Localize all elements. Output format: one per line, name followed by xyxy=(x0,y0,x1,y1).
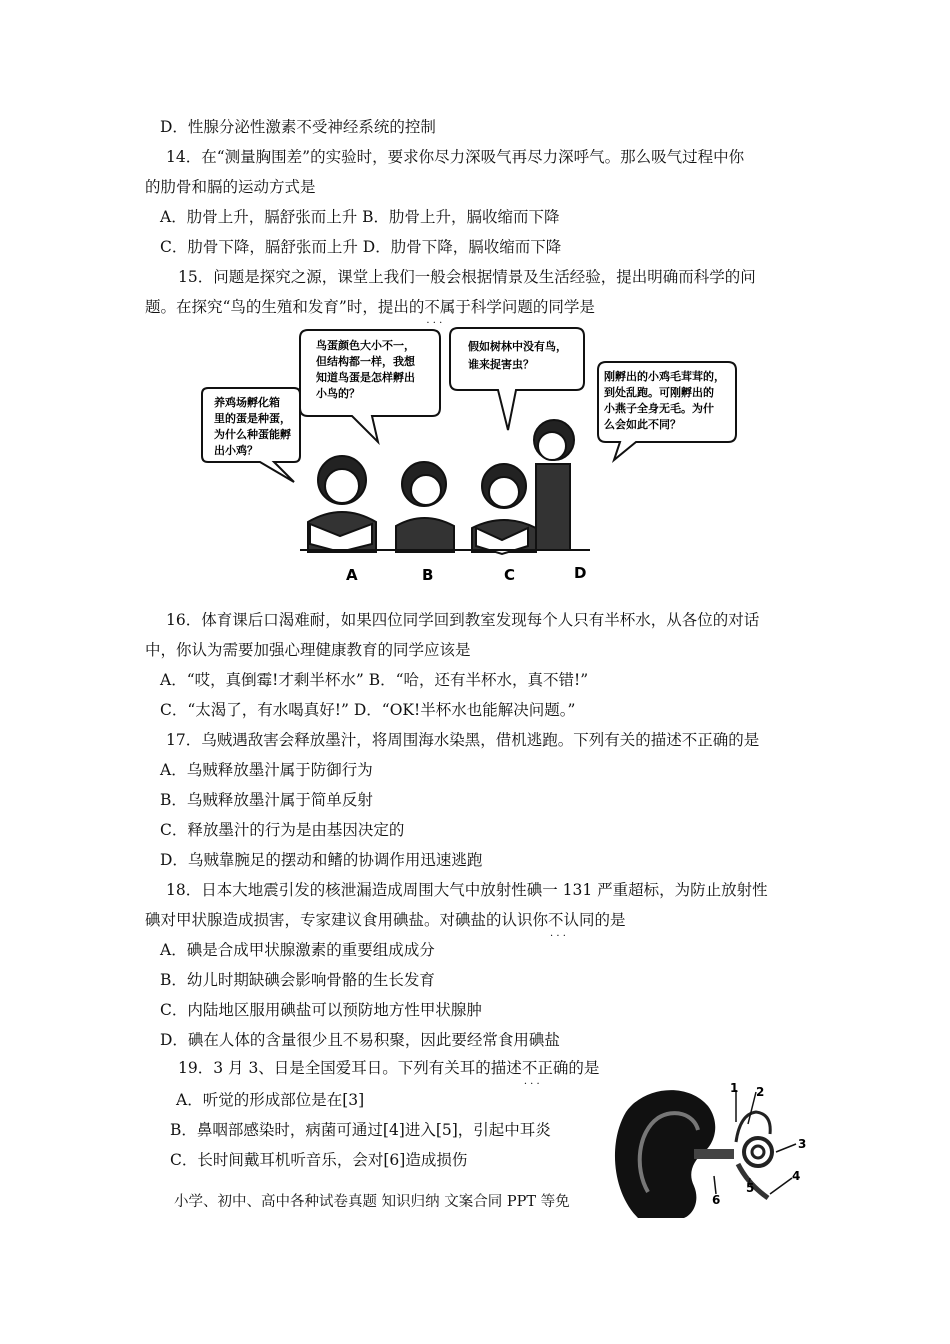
q18-option-c: C．内陆地区服用碘盐可以预防地方性甲状腺肿 xyxy=(160,1001,482,1019)
bubble-d-line1: 刚孵出的小鸡毛茸茸的， xyxy=(604,370,725,383)
q15-stem-line1: 15．问题是探究之源，课堂上我们一般会根据情景及生活经验，提出明确而科学的问 xyxy=(178,268,756,286)
q19-emphasis: 不正确 · · · xyxy=(522,1059,569,1077)
bubble-b-line1: 鸟蛋颜色大小不一， xyxy=(316,339,415,352)
q17-option-c: C．释放墨汁的行为是由基因决定的 xyxy=(160,821,405,839)
label-d: D xyxy=(574,564,587,582)
q16-options-ab: A．“哎，真倒霉!才剩半杯水” B．“哈，还有半杯水，真不错!” xyxy=(160,671,589,689)
q16-stem-line2: 中，你认为需要加强心理健康教育的同学应该是 xyxy=(145,641,471,659)
footer-text: 小学、初中、高中各种试卷真题 知识归纳 文案合同 PPT 等免 xyxy=(174,1194,570,1210)
ear-diagram xyxy=(608,1082,808,1218)
bubble-d-line2: 到处乱跑。可刚孵出的 xyxy=(604,386,714,399)
q13-option-d: D．性腺分泌性激素不受神经系统的控制 xyxy=(160,118,436,136)
q19-stem xyxy=(178,1058,599,1078)
q18-option-d: D．碘在人体的含量很少且不易积聚，因此要经常食用碘盐 xyxy=(160,1031,560,1049)
bubble-b-line4: 小鸟的？ xyxy=(316,387,360,400)
q18-option-a: A．碘是合成甲状腺激素的重要组成成分 xyxy=(160,941,435,959)
q18-stem-line1: 18．日本大地震引发的核泄漏造成周围大气中放射性碘一 131 严重超标，为防止放射性 xyxy=(166,881,768,899)
ear-label-4: 4 xyxy=(792,1169,801,1183)
label-b: B xyxy=(422,566,434,584)
student-b-figure xyxy=(396,462,454,552)
student-d-figure xyxy=(534,420,574,550)
q15-stem-part3: 科学问题的同学是 xyxy=(470,298,595,316)
ear-label-3: 3 xyxy=(798,1137,807,1151)
bubble-d-line4: 么会如此不同？ xyxy=(604,418,681,431)
q14-stem-line1: 14．在“测量胸围差”的实验时，要求你尽力深吸气再尽力深呼气。那么吸气过程中你 xyxy=(166,148,745,166)
q15-stem-part1: 题。在探究“鸟的生殖和发育”时，提出的 xyxy=(145,298,425,316)
q15-illustration xyxy=(200,322,740,587)
bubble-c-line2: 谁来捉害虫？ xyxy=(468,358,534,371)
bubble-a-line2: 里的蛋是种蛋， xyxy=(214,412,291,425)
q18-stem-part3: 的是 xyxy=(594,911,626,929)
ear-label-2: 2 xyxy=(756,1085,765,1099)
bubble-a-line4: 出小鸡？ xyxy=(214,444,258,457)
q17-stem: 17．乌贼遇敌害会释放墨汁，将周围海水染黑，借机逃跑。下列有关的描述不正确的是 xyxy=(166,731,760,749)
label-c: C xyxy=(504,566,516,584)
q19-option-a: A．听觉的形成部位是在[3] xyxy=(176,1091,365,1109)
label-a: A xyxy=(346,566,358,584)
q17-option-d: D．乌贼靠腕足的摆动和鳍的协调作用迅速逃跑 xyxy=(160,851,483,869)
q19-stem-part1: 19．3 月 3、日是全国爱耳日。下列有关耳的描述 xyxy=(178,1059,522,1077)
bubble-a-line1: 养鸡场孵化箱 xyxy=(214,396,280,409)
bubble-b-line3: 知道鸟蛋是怎样孵出 xyxy=(316,371,415,384)
student-a-figure xyxy=(308,456,376,552)
q18-stem-part1: 碘对甲状腺造成损害，专家建议食用碘盐。对碘盐的认识你 xyxy=(145,911,549,929)
q18-stem-line2 xyxy=(145,910,626,930)
q18-emphasis: 不认同 · · · xyxy=(548,911,595,929)
q19-stem-part3: 的是 xyxy=(568,1059,600,1077)
ear-label-1: 1 xyxy=(730,1082,739,1095)
cochlea xyxy=(744,1138,772,1166)
q18-option-b: B．幼儿时期缺碘会影响骨骼的生长发育 xyxy=(160,971,435,989)
q17-option-a: A．乌贼释放墨汁属于防御行为 xyxy=(160,761,373,779)
bubble-b-line2: 但结构都一样，我想 xyxy=(316,355,415,368)
q17-option-b: B．乌贼释放墨汁属于简单反射 xyxy=(160,791,373,809)
bubble-a-line3: 为什么种蛋能孵 xyxy=(214,428,291,441)
q16-stem-line1: 16．体育课后口渴难耐，如果四位同学回到教室发现每个人只有半杯水，从各位的对话 xyxy=(166,611,760,629)
q15-stem-line2 xyxy=(145,297,595,317)
q14-options-ab: A．肋骨上升，膈舒张而上升 B．肋骨上升，膈收缩而下降 xyxy=(160,208,560,226)
ear-label-6: 6 xyxy=(712,1193,721,1207)
q16-options-cd: C．“太渴了，有水喝真好!” D．“OK!半杯水也能解决问题。” xyxy=(160,701,576,719)
bubble-c-line1: 假如树林中没有鸟， xyxy=(468,340,567,353)
ear-label-5: 5 xyxy=(746,1181,755,1195)
q14-stem-line2: 的肋骨和膈的运动方式是 xyxy=(145,178,316,196)
q19-option-b: B．鼻咽部感染时，病菌可通过[4]进入[5]，引起中耳炎 xyxy=(170,1121,551,1139)
student-c-figure xyxy=(472,464,536,554)
q19-option-c: C．长时间戴耳机听音乐，会对[6]造成损伤 xyxy=(170,1151,468,1169)
bubble-d-line3: 小燕子全身无毛。为什 xyxy=(604,402,714,415)
q15-emphasis: 不属于 · · · xyxy=(424,298,471,316)
q14-options-cd: C．肋骨下降，膈舒张而上升 D．肋骨下降，膈收缩而下降 xyxy=(160,238,562,256)
